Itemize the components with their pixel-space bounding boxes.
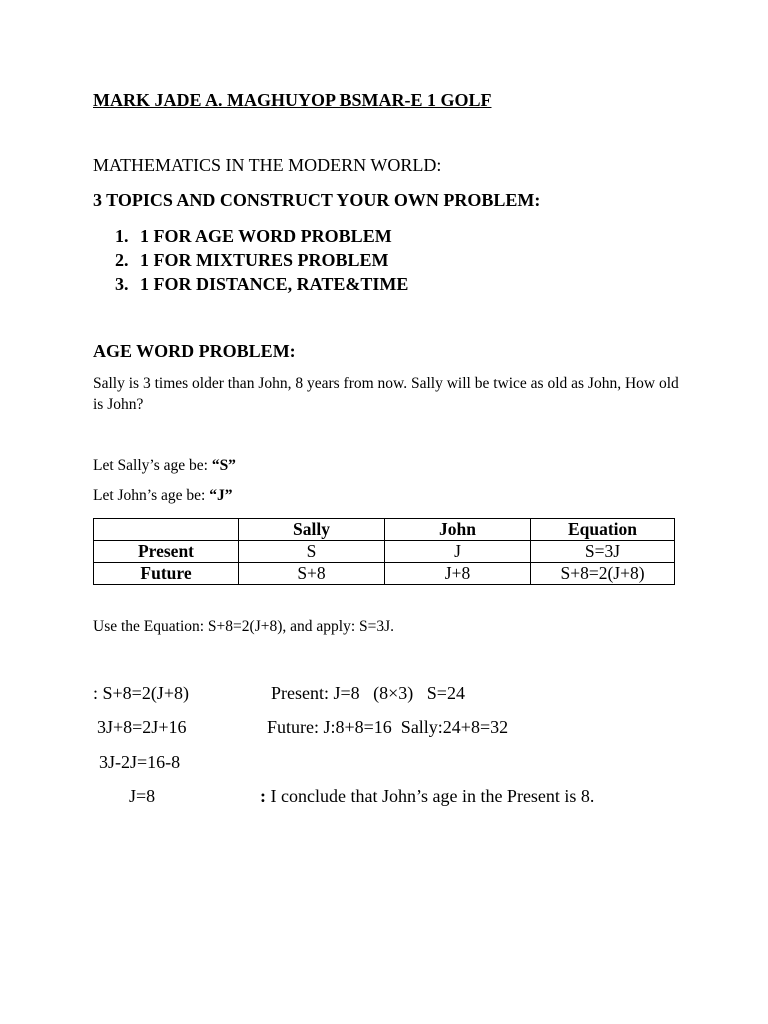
table-cell: S+8=2(J+8) bbox=[531, 563, 675, 585]
let-sally bbox=[93, 457, 236, 475]
table-row bbox=[94, 541, 675, 563]
list-item bbox=[93, 248, 408, 272]
let-john-label: Let John’s age be: bbox=[93, 487, 210, 504]
conclusion-colon: : bbox=[260, 786, 266, 806]
let-john bbox=[93, 487, 232, 505]
table-cell: S+8 bbox=[239, 563, 385, 585]
table-header-cell: Sally bbox=[239, 519, 385, 541]
future-check: Future: J:8+8=16 Sally:24+8=32 bbox=[267, 717, 509, 737]
solution-step: J=8 bbox=[129, 786, 156, 806]
let-sally-var: “S” bbox=[211, 457, 236, 474]
problem-statement: Sally is 3 times older than John, 8 years from now. Sally will be twice as old as John, How old is John? bbox=[93, 375, 679, 413]
list-number: 3. bbox=[115, 274, 129, 294]
table-cell: J+8 bbox=[385, 563, 531, 585]
list-number: 1. bbox=[115, 226, 129, 246]
age-table bbox=[93, 518, 675, 585]
table-cell: Future bbox=[94, 563, 239, 585]
section-heading: AGE WORD PROBLEM: bbox=[93, 341, 296, 361]
let-john-var: “J” bbox=[209, 487, 233, 504]
list-text: 1 FOR DISTANCE, RATE&TIME bbox=[140, 274, 409, 294]
list-item bbox=[93, 224, 408, 248]
conclusion bbox=[260, 786, 594, 807]
table-header-cell bbox=[94, 519, 239, 541]
solution-step: : S+8=2(J+8) bbox=[93, 683, 189, 703]
list-item bbox=[93, 272, 408, 296]
table-header-row bbox=[94, 519, 675, 541]
table-header-cell: Equation bbox=[531, 519, 675, 541]
table-cell: S bbox=[239, 541, 385, 563]
list-text: 1 FOR MIXTURES PROBLEM bbox=[140, 250, 389, 270]
let-sally-label: Let Sally’s age be: bbox=[93, 457, 212, 474]
table-cell: J bbox=[385, 541, 531, 563]
subject-title: MATHEMATICS IN THE MODERN WORLD: bbox=[93, 155, 442, 175]
list-number: 2. bbox=[115, 250, 129, 270]
present-check: Present: J=8 (8×3) S=24 bbox=[271, 683, 465, 703]
task-title: 3 TOPICS AND CONSTRUCT YOUR OWN PROBLEM: bbox=[93, 190, 541, 210]
topics-list bbox=[93, 224, 408, 296]
list-text: 1 FOR AGE WORD PROBLEM bbox=[140, 226, 392, 246]
table-cell: S=3J bbox=[531, 541, 675, 563]
conclusion-text: I conclude that John’s age in the Present is 8. bbox=[266, 786, 595, 806]
table-cell: Present bbox=[94, 541, 239, 563]
solution-step: 3J-2J=16-8 bbox=[99, 752, 181, 772]
table-row bbox=[94, 563, 675, 585]
solution-step: 3J+8=2J+16 bbox=[97, 717, 187, 737]
use-equation-text: Use the Equation: S+8=2(J+8), and apply: S=3J. bbox=[93, 618, 395, 635]
author-line: MARK JADE A. MAGHUYOP BSMAR-E 1 GOLF bbox=[93, 90, 492, 110]
table-header-cell: John bbox=[385, 519, 531, 541]
